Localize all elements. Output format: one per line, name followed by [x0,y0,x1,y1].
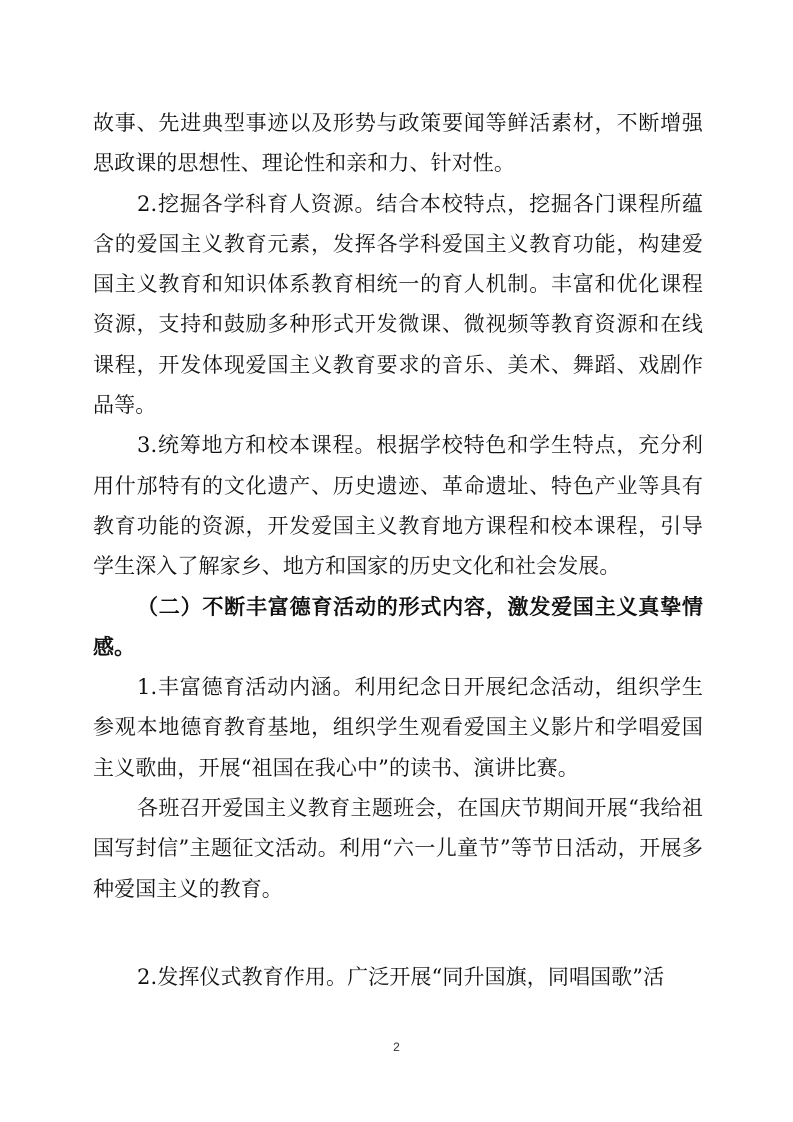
blank-line [93,909,703,957]
paragraph-continuation: 故事、先进典型事迹以及形势与政策要闻等鲜活素材，不断增强思政课的思想性、理论性和亲和力、针对性。 [93,111,703,176]
paragraph-moral-activities: 1.丰富德育活动内涵。利用纪念日开展纪念活动，组织学生参观本地德育教育基地，组织学生观看爱国主义影片和学唱爱国主义歌曲，开展“祖国在我心中”的读书、演讲比赛。 [93,675,703,780]
paragraph-local-curriculum: 3.统筹地方和校本课程。根据学校特色和学生特点，充分利用什邡特有的文化遗产、历史遗迹、革命遗址、特色产业等具有教育功能的资源，开发爱国主义教育地方课程和校本课程，引导学生深入了解家乡、地方和国家的历史文化和社会发展。 [93,433,703,579]
page-number: 2 [393,1040,400,1054]
paragraph-class-meetings: 各班召开爱国主义教育主题班会，在国庆节期间开展“我给祖国写封信”主题征文活动。利用“六一儿童节”等节日活动，开展多种爱国主义的教育。 [93,796,703,901]
section-heading-2: （二）不断丰富德育活动的形式内容，激发爱国主义真挚情感。 [93,593,703,659]
paragraph-subject-resources: 2.挖掘各学科育人资源。结合本校特点，挖掘各门课程所蕴含的爱国主义教育元素，发挥各学科爱国主义教育功能，构建爱国主义教育和知识体系教育相统一的育人机制。丰富和优化课程资源，支持和鼓励多种形式开发微课、微视频等教育资源和在线课程，开发体现爱国主义教育要求的音乐、美术、舞蹈、戏剧作品等。 [93,191,703,418]
document-body [93,103,703,997]
paragraph-ceremony-education: 2.发挥仪式教育作用。广泛开展“同升国旗，同唱国歌”活 [137,964,665,989]
